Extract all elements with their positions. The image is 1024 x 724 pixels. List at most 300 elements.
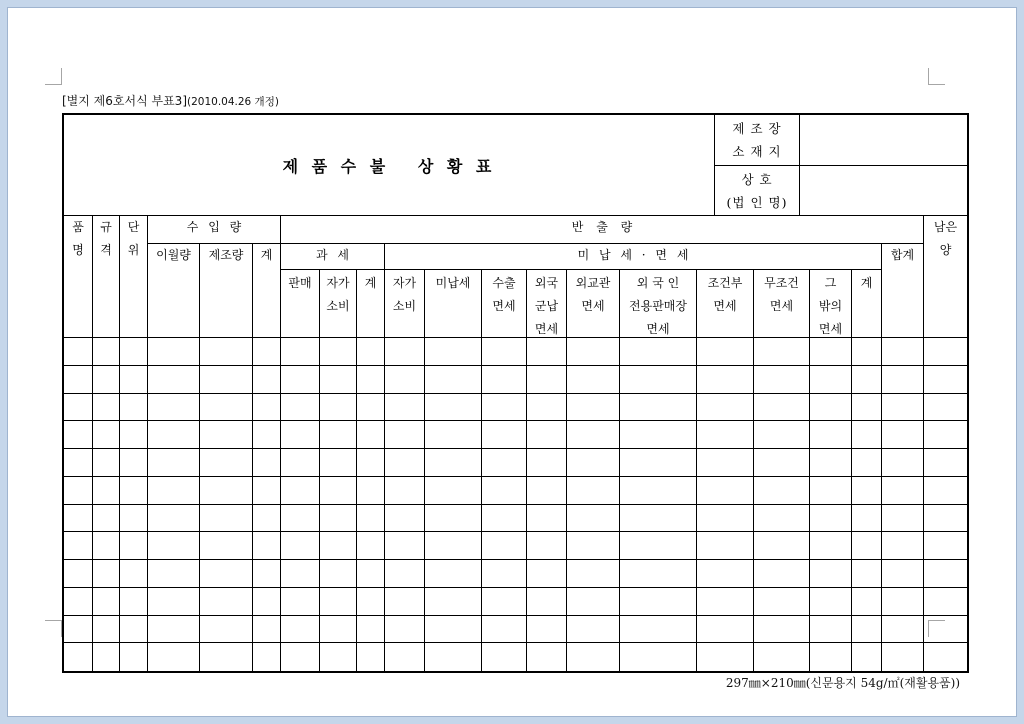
- table-cell[interactable]: [120, 366, 148, 394]
- table-cell[interactable]: [697, 616, 754, 644]
- table-cell[interactable]: [810, 338, 852, 366]
- table-cell[interactable]: [281, 643, 320, 671]
- table-cell[interactable]: [425, 588, 482, 616]
- table-cell[interactable]: [385, 449, 425, 477]
- table-cell[interactable]: [527, 449, 567, 477]
- table-cell[interactable]: [320, 338, 357, 366]
- col-header-carried-over: 이월량: [148, 244, 200, 338]
- form-caption: [62, 93, 279, 110]
- header-label-line: 양: [939, 243, 952, 257]
- table-cell[interactable]: [924, 449, 967, 477]
- table-cell[interactable]: [120, 505, 148, 533]
- table-cell[interactable]: [567, 588, 620, 616]
- table-cell[interactable]: [482, 338, 527, 366]
- table-cell[interactable]: [527, 338, 567, 366]
- table-cell[interactable]: [810, 616, 852, 644]
- table-cell[interactable]: [924, 505, 967, 533]
- table-cell[interactable]: [64, 616, 93, 644]
- table-cell[interactable]: [200, 505, 253, 533]
- table-cell[interactable]: [320, 449, 357, 477]
- table-cell[interactable]: [385, 505, 425, 533]
- table-cell[interactable]: [148, 394, 200, 422]
- table-cell[interactable]: [882, 366, 924, 394]
- table-cell[interactable]: [620, 449, 697, 477]
- table-cell[interactable]: [200, 449, 253, 477]
- table-cell[interactable]: [810, 505, 852, 533]
- header-label-line: 면세: [581, 298, 605, 313]
- table-cell[interactable]: [754, 421, 810, 449]
- table-cell[interactable]: [567, 421, 620, 449]
- table-cell[interactable]: [93, 477, 120, 505]
- table-cell[interactable]: [281, 532, 320, 560]
- table-cell[interactable]: [148, 532, 200, 560]
- table-cell[interactable]: [385, 560, 425, 588]
- table-cell[interactable]: [882, 643, 924, 671]
- header-label-line: 품: [72, 220, 84, 234]
- table-cell[interactable]: [482, 560, 527, 588]
- table-cell[interactable]: [882, 588, 924, 616]
- table-cell[interactable]: [320, 421, 357, 449]
- factory-location-field[interactable]: [800, 115, 967, 166]
- table-cell[interactable]: [882, 505, 924, 533]
- table-cell[interactable]: [620, 643, 697, 671]
- table-cell[interactable]: [882, 394, 924, 422]
- table-cell[interactable]: [810, 421, 852, 449]
- table-cell[interactable]: [64, 421, 93, 449]
- table-cell[interactable]: [148, 505, 200, 533]
- table-cell[interactable]: [320, 394, 357, 422]
- header-label-line: 전용판매장: [629, 298, 687, 313]
- table-cell[interactable]: [482, 477, 527, 505]
- table-cell[interactable]: [148, 588, 200, 616]
- table-cell[interactable]: [852, 588, 882, 616]
- table-cell[interactable]: [148, 338, 200, 366]
- table-cell[interactable]: [64, 477, 93, 505]
- table-cell[interactable]: [482, 366, 527, 394]
- table-cell[interactable]: [482, 449, 527, 477]
- table-cell[interactable]: [567, 338, 620, 366]
- table-cell[interactable]: [253, 532, 281, 560]
- table-cell[interactable]: [567, 366, 620, 394]
- table-cell[interactable]: [425, 338, 482, 366]
- table-cell[interactable]: [93, 449, 120, 477]
- table-cell[interactable]: [810, 643, 852, 671]
- col-header-unconditional-exempt: [754, 270, 810, 338]
- table-cell[interactable]: [120, 560, 148, 588]
- table-cell[interactable]: [924, 560, 967, 588]
- table-cell[interactable]: [924, 338, 967, 366]
- table-cell[interactable]: [754, 616, 810, 644]
- table-cell[interactable]: [924, 532, 967, 560]
- table-cell[interactable]: [93, 421, 120, 449]
- table-cell[interactable]: [93, 616, 120, 644]
- table-cell[interactable]: [882, 532, 924, 560]
- table-cell[interactable]: [754, 643, 810, 671]
- table-cell[interactable]: [281, 394, 320, 422]
- table-cell[interactable]: [425, 477, 482, 505]
- table-cell[interactable]: [200, 643, 253, 671]
- form-header: [64, 115, 967, 216]
- table-cell[interactable]: [697, 588, 754, 616]
- col-header-unpaid-tax: 미납세: [425, 270, 482, 338]
- table-cell[interactable]: [754, 505, 810, 533]
- table-cell[interactable]: [882, 616, 924, 644]
- table-cell[interactable]: [200, 616, 253, 644]
- table-cell[interactable]: [697, 338, 754, 366]
- header-label-line: 위: [127, 243, 140, 257]
- header-label-line: 수출: [492, 275, 516, 290]
- table-cell[interactable]: [810, 477, 852, 505]
- col-header-grand-total: 합계: [882, 244, 924, 338]
- table-cell[interactable]: [253, 421, 281, 449]
- table-cell[interactable]: [64, 366, 93, 394]
- table-cell[interactable]: [852, 616, 882, 644]
- table-cell[interactable]: [882, 449, 924, 477]
- table-cell[interactable]: [64, 588, 93, 616]
- table-cell[interactable]: [810, 366, 852, 394]
- table-cell[interactable]: [357, 394, 385, 422]
- table-cell[interactable]: [425, 449, 482, 477]
- factory-location-label: [715, 115, 800, 166]
- form-number: [별지 제6호서식 부표3]: [62, 94, 187, 108]
- table-cell[interactable]: [148, 421, 200, 449]
- table-cell[interactable]: [253, 366, 281, 394]
- table-cell[interactable]: [120, 532, 148, 560]
- table-cell[interactable]: [810, 588, 852, 616]
- table-cell[interactable]: [620, 421, 697, 449]
- col-header-foreigner-store-exempt: [620, 270, 697, 338]
- table-cell[interactable]: [64, 449, 93, 477]
- table-cell[interactable]: [697, 505, 754, 533]
- table-cell[interactable]: [385, 338, 425, 366]
- table-cell[interactable]: [527, 421, 567, 449]
- table-cell[interactable]: [281, 560, 320, 588]
- table-cell[interactable]: [567, 643, 620, 671]
- table-cell[interactable]: [852, 394, 882, 422]
- company-name-label: [715, 166, 800, 216]
- table-cell[interactable]: [200, 338, 253, 366]
- table-cell[interactable]: [385, 366, 425, 394]
- table-cell[interactable]: [93, 643, 120, 671]
- header-label-line: 군납: [534, 298, 559, 313]
- table-cell[interactable]: [527, 477, 567, 505]
- table-cell[interactable]: [527, 643, 567, 671]
- table-cell[interactable]: [567, 449, 620, 477]
- table-cell[interactable]: [620, 366, 697, 394]
- table-cell[interactable]: [924, 588, 967, 616]
- table-cell[interactable]: [527, 366, 567, 394]
- header-label-line: 외국: [534, 275, 559, 290]
- table-cell[interactable]: [120, 616, 148, 644]
- table-cell[interactable]: [64, 532, 93, 560]
- table-cell[interactable]: [357, 477, 385, 505]
- table-cell[interactable]: [754, 588, 810, 616]
- table-cell[interactable]: [357, 560, 385, 588]
- table-cell[interactable]: [620, 588, 697, 616]
- label-line: 소 재 지: [732, 144, 782, 159]
- header-label-line: 면세: [534, 321, 559, 336]
- table-cell[interactable]: [924, 643, 967, 671]
- table-cell[interactable]: [385, 477, 425, 505]
- table-cell[interactable]: [754, 477, 810, 505]
- table-cell[interactable]: [425, 643, 482, 671]
- crop-mark-bottom-left: [45, 620, 62, 637]
- table-cell[interactable]: [425, 616, 482, 644]
- table-cell[interactable]: [620, 394, 697, 422]
- table-cell[interactable]: [253, 643, 281, 671]
- table-cell[interactable]: [93, 588, 120, 616]
- table-cell[interactable]: [482, 505, 527, 533]
- table-cell[interactable]: [120, 338, 148, 366]
- table-cell[interactable]: [64, 643, 93, 671]
- table-cell[interactable]: [697, 532, 754, 560]
- table-cell[interactable]: [64, 505, 93, 533]
- table-cell[interactable]: [64, 560, 93, 588]
- table-cell[interactable]: [281, 477, 320, 505]
- table-cell[interactable]: [425, 366, 482, 394]
- table-cell[interactable]: [425, 532, 482, 560]
- form-title: 제 품 수 불 상 황 표: [282, 156, 496, 176]
- table-cell[interactable]: [93, 338, 120, 366]
- table-cell[interactable]: [281, 421, 320, 449]
- table-cell[interactable]: [281, 366, 320, 394]
- table-cell[interactable]: [200, 560, 253, 588]
- table-cell[interactable]: [357, 532, 385, 560]
- col-header-diplomat-exempt: [567, 270, 620, 338]
- table-cell[interactable]: [93, 366, 120, 394]
- table-cell[interactable]: [882, 560, 924, 588]
- table-cell[interactable]: [320, 616, 357, 644]
- table-cell[interactable]: [567, 560, 620, 588]
- header-label-line: 면세: [646, 321, 670, 336]
- table-cell[interactable]: [320, 643, 357, 671]
- company-name-field[interactable]: [800, 166, 967, 216]
- table-cell[interactable]: [93, 532, 120, 560]
- table-cell[interactable]: [754, 449, 810, 477]
- table-cell[interactable]: [527, 616, 567, 644]
- col-header-receipt-total: 계: [253, 244, 281, 338]
- table-cell[interactable]: [120, 588, 148, 616]
- table-cell[interactable]: [810, 532, 852, 560]
- table-cell[interactable]: [253, 477, 281, 505]
- table-cell[interactable]: [852, 449, 882, 477]
- table-cell[interactable]: [697, 394, 754, 422]
- table-cell[interactable]: [852, 338, 882, 366]
- table-cell[interactable]: [567, 532, 620, 560]
- table-cell[interactable]: [253, 616, 281, 644]
- table-cell[interactable]: [425, 505, 482, 533]
- table-cell[interactable]: [320, 505, 357, 533]
- col-header-other-exempt: [810, 270, 852, 338]
- table-cell[interactable]: [320, 532, 357, 560]
- col-header-shipment-quantity: 반 출 량: [281, 216, 924, 244]
- header-label-line: 소비: [392, 298, 417, 313]
- table-cell[interactable]: [882, 421, 924, 449]
- table-cell[interactable]: [754, 366, 810, 394]
- table-cell[interactable]: [385, 616, 425, 644]
- table-cell[interactable]: [882, 477, 924, 505]
- table-cell[interactable]: [148, 560, 200, 588]
- header-label-line: 명: [72, 243, 84, 257]
- table-cell[interactable]: [93, 560, 120, 588]
- table-cell[interactable]: [425, 394, 482, 422]
- table-cell[interactable]: [697, 560, 754, 588]
- table-cell[interactable]: [357, 616, 385, 644]
- table-cell[interactable]: [852, 366, 882, 394]
- table-cell[interactable]: [120, 449, 148, 477]
- table-cell[interactable]: [527, 588, 567, 616]
- table-cell[interactable]: [320, 366, 357, 394]
- table-cell[interactable]: [253, 505, 281, 533]
- table-cell[interactable]: [924, 366, 967, 394]
- table-cell[interactable]: [200, 588, 253, 616]
- col-header-receipt-quantity: 수 입 량: [148, 216, 281, 244]
- table-cell[interactable]: [425, 421, 482, 449]
- table-cell[interactable]: [385, 588, 425, 616]
- table-cell[interactable]: [148, 366, 200, 394]
- table-cell[interactable]: [148, 616, 200, 644]
- table-cell[interactable]: [64, 394, 93, 422]
- col-header-taxable: 과 세: [281, 244, 385, 270]
- table-cell[interactable]: [567, 616, 620, 644]
- table-cell[interactable]: [527, 505, 567, 533]
- table-cell[interactable]: [385, 421, 425, 449]
- table-cell[interactable]: [148, 449, 200, 477]
- table-cell[interactable]: [425, 560, 482, 588]
- table-cell[interactable]: [924, 616, 967, 644]
- table-cell[interactable]: [810, 560, 852, 588]
- table-cell[interactable]: [810, 394, 852, 422]
- table-cell[interactable]: [620, 616, 697, 644]
- table-cell[interactable]: [567, 394, 620, 422]
- table-cell[interactable]: [852, 532, 882, 560]
- table-cell[interactable]: [120, 394, 148, 422]
- table-cell[interactable]: [281, 616, 320, 644]
- table-cell[interactable]: [253, 560, 281, 588]
- table-cell[interactable]: [697, 449, 754, 477]
- table-cell[interactable]: [385, 643, 425, 671]
- table-cell[interactable]: [754, 394, 810, 422]
- table-cell[interactable]: [253, 588, 281, 616]
- table-cell[interactable]: [120, 643, 148, 671]
- table-cell[interactable]: [120, 421, 148, 449]
- table-cell[interactable]: [385, 532, 425, 560]
- header-label-line: 자가: [326, 275, 350, 290]
- table-cell[interactable]: [852, 421, 882, 449]
- table-cell[interactable]: [200, 532, 253, 560]
- table-cell[interactable]: [357, 421, 385, 449]
- table-cell[interactable]: [620, 477, 697, 505]
- table-cell[interactable]: [200, 421, 253, 449]
- header-label-line: 조건부: [707, 275, 743, 290]
- table-cell[interactable]: [253, 394, 281, 422]
- table-cell[interactable]: [200, 394, 253, 422]
- table-cell[interactable]: [620, 505, 697, 533]
- table-cell[interactable]: [924, 421, 967, 449]
- table-cell[interactable]: [852, 560, 882, 588]
- table-cell[interactable]: [852, 477, 882, 505]
- table-cell[interactable]: [810, 449, 852, 477]
- table-cell[interactable]: [357, 643, 385, 671]
- crop-mark-top-left: [45, 68, 62, 85]
- table-cell[interactable]: [281, 449, 320, 477]
- table-cell[interactable]: [482, 588, 527, 616]
- col-header-exempt-self-use: [385, 270, 425, 338]
- table-cell[interactable]: [148, 477, 200, 505]
- revision-date: (2010.04.26 개정): [187, 96, 279, 108]
- col-header-taxable-total: 계: [357, 270, 385, 338]
- table-cell[interactable]: [852, 643, 882, 671]
- table-cell[interactable]: [148, 643, 200, 671]
- table-cell[interactable]: [754, 532, 810, 560]
- table-cell[interactable]: [527, 394, 567, 422]
- table-cell[interactable]: [281, 588, 320, 616]
- table-cell[interactable]: [281, 505, 320, 533]
- header-label-line: 면세: [713, 298, 737, 313]
- label-line: 상 호: [741, 171, 773, 187]
- table-cell[interactable]: [527, 532, 567, 560]
- table-cell[interactable]: [281, 338, 320, 366]
- table-cell[interactable]: [200, 366, 253, 394]
- table-cell[interactable]: [253, 449, 281, 477]
- table-cell[interactable]: [357, 505, 385, 533]
- table-cell[interactable]: [64, 338, 93, 366]
- table-cell[interactable]: [482, 421, 527, 449]
- header-label-line: 격: [100, 243, 112, 257]
- table-cell[interactable]: [697, 421, 754, 449]
- table-cell[interactable]: [357, 338, 385, 366]
- table-cell[interactable]: [924, 477, 967, 505]
- table-cell[interactable]: [852, 505, 882, 533]
- header-label-line: 외 국 인: [636, 275, 680, 290]
- table-cell[interactable]: [620, 560, 697, 588]
- header-label-line: 소비: [326, 298, 350, 313]
- table-cell[interactable]: [482, 616, 527, 644]
- table-cell[interactable]: [620, 532, 697, 560]
- table-cell[interactable]: [120, 477, 148, 505]
- table-cell[interactable]: [482, 532, 527, 560]
- table-cell[interactable]: [924, 394, 967, 422]
- col-header-taxable-self-use: [320, 270, 357, 338]
- label-line: (법 인 명): [726, 194, 788, 210]
- table-cell[interactable]: [320, 588, 357, 616]
- table-cell[interactable]: [93, 394, 120, 422]
- table-cell[interactable]: [482, 394, 527, 422]
- table-cell[interactable]: [93, 505, 120, 533]
- table-cell[interactable]: [357, 449, 385, 477]
- table-cell[interactable]: [320, 560, 357, 588]
- table-cell[interactable]: [754, 560, 810, 588]
- table-cell[interactable]: [882, 338, 924, 366]
- header-label-line: 면세: [818, 321, 843, 336]
- table-cell[interactable]: [527, 560, 567, 588]
- table-cell[interactable]: [385, 394, 425, 422]
- table-cell[interactable]: [357, 366, 385, 394]
- table-cell[interactable]: [697, 477, 754, 505]
- table-cell[interactable]: [567, 505, 620, 533]
- table-cell[interactable]: [320, 477, 357, 505]
- table-cell[interactable]: [697, 366, 754, 394]
- table-cell[interactable]: [200, 477, 253, 505]
- table-cell[interactable]: [754, 338, 810, 366]
- table-cell[interactable]: [567, 477, 620, 505]
- table-cell[interactable]: [697, 643, 754, 671]
- table-cell[interactable]: [482, 643, 527, 671]
- header-label-line: 무조건: [764, 275, 799, 290]
- table-cell[interactable]: [253, 338, 281, 366]
- table-cell[interactable]: [620, 338, 697, 366]
- table-cell[interactable]: [357, 588, 385, 616]
